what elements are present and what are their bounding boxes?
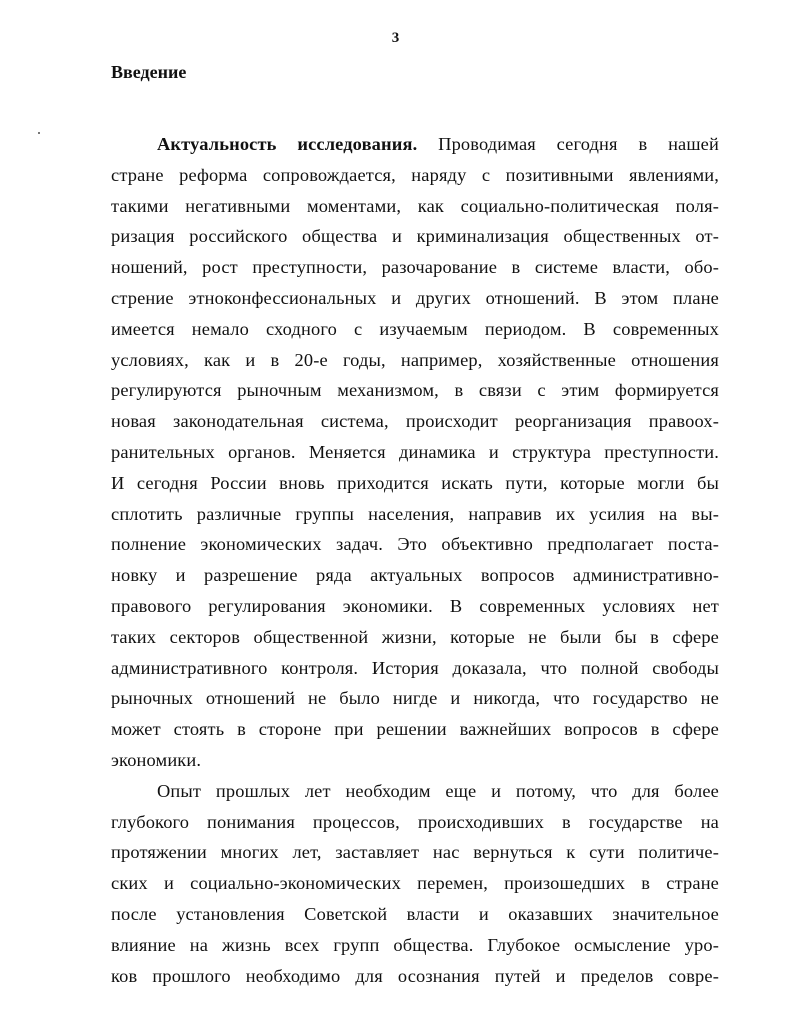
text-line: после установления Советской власти и оказавших значительное bbox=[111, 903, 719, 924]
text-line: новку и разрешение ряда актуальных вопросов административно- bbox=[111, 565, 719, 586]
text-line: ранительных органов. Меняется динамика и структура преступности. bbox=[111, 441, 719, 462]
text-line: ских и социально-экономических перемен, произошедших в стране bbox=[111, 873, 719, 894]
text-line: стрение этноконфессиональных и других отношений. В этом плане bbox=[111, 287, 719, 308]
paragraph-2 bbox=[111, 776, 719, 992]
text-line: протяжении многих лет, заставляет нас вернуться к сути политиче- bbox=[111, 842, 719, 863]
text-line: может стоять в стороне при решении важнейших вопросов в сфере bbox=[111, 719, 719, 740]
text-line: экономики. bbox=[111, 749, 202, 770]
text-line: сплотить различные группы населения, направив их усилия на вы- bbox=[111, 503, 719, 524]
text-line: такими негативными моментами, как социально-политическая поля- bbox=[111, 195, 719, 216]
paragraph-1 bbox=[111, 129, 719, 776]
text-line: административного контроля. История доказала, что полной свободы bbox=[111, 657, 719, 678]
text-line: имеется немало сходного с изучаемым периодом. В современных bbox=[111, 318, 719, 339]
text-line: новая законодательная система, происходит реорганизация правоох- bbox=[111, 411, 719, 432]
page-number: 3 bbox=[391, 30, 400, 46]
text-line: И сегодня России вновь приходится искать пути, которые могли бы bbox=[111, 472, 719, 493]
text-line: глубокого понимания процессов, происходивших в государстве на bbox=[111, 811, 719, 832]
text-line: условиях, как и в 20-е годы, например, хозяйственные отношения bbox=[111, 349, 719, 370]
text-line bbox=[111, 129, 719, 160]
text-line: полнение экономических задач. Это объективно предполагает поста- bbox=[111, 534, 719, 555]
section-heading: Введение bbox=[111, 62, 187, 82]
text-line: правового регулирования экономики. В современных условиях нет bbox=[111, 595, 719, 616]
text-line: рыночных отношений не было нигде и никогда, что государство не bbox=[111, 688, 719, 709]
text-line: ков прошлого необходимо для осознания путей и пределов совре- bbox=[111, 965, 719, 986]
text-line: таких секторов общественной жизни, которые не были бы в сфере bbox=[111, 626, 719, 647]
text-line: Опыт прошлых лет необходим еще и потому, что для более bbox=[157, 780, 719, 801]
text-line: ношений, рост преступности, разочарование в системе власти, обо- bbox=[111, 257, 719, 278]
text-line: стране реформа сопровождается, наряду с позитивными явлениями, bbox=[111, 164, 719, 185]
term-relevance: Актуальность исследования. bbox=[157, 134, 418, 154]
scan-speck bbox=[38, 132, 40, 134]
line-text: Проводимая сегодня в нашей bbox=[417, 134, 719, 154]
text-line: регулируются рыночным механизмом, в связи с этим формируется bbox=[111, 380, 719, 401]
text-line: ризация российского общества и криминализация общественных от- bbox=[111, 226, 719, 247]
text-line: влияние на жизнь всех групп общества. Глубокое осмысление уро- bbox=[111, 934, 719, 955]
body-text bbox=[111, 129, 719, 991]
